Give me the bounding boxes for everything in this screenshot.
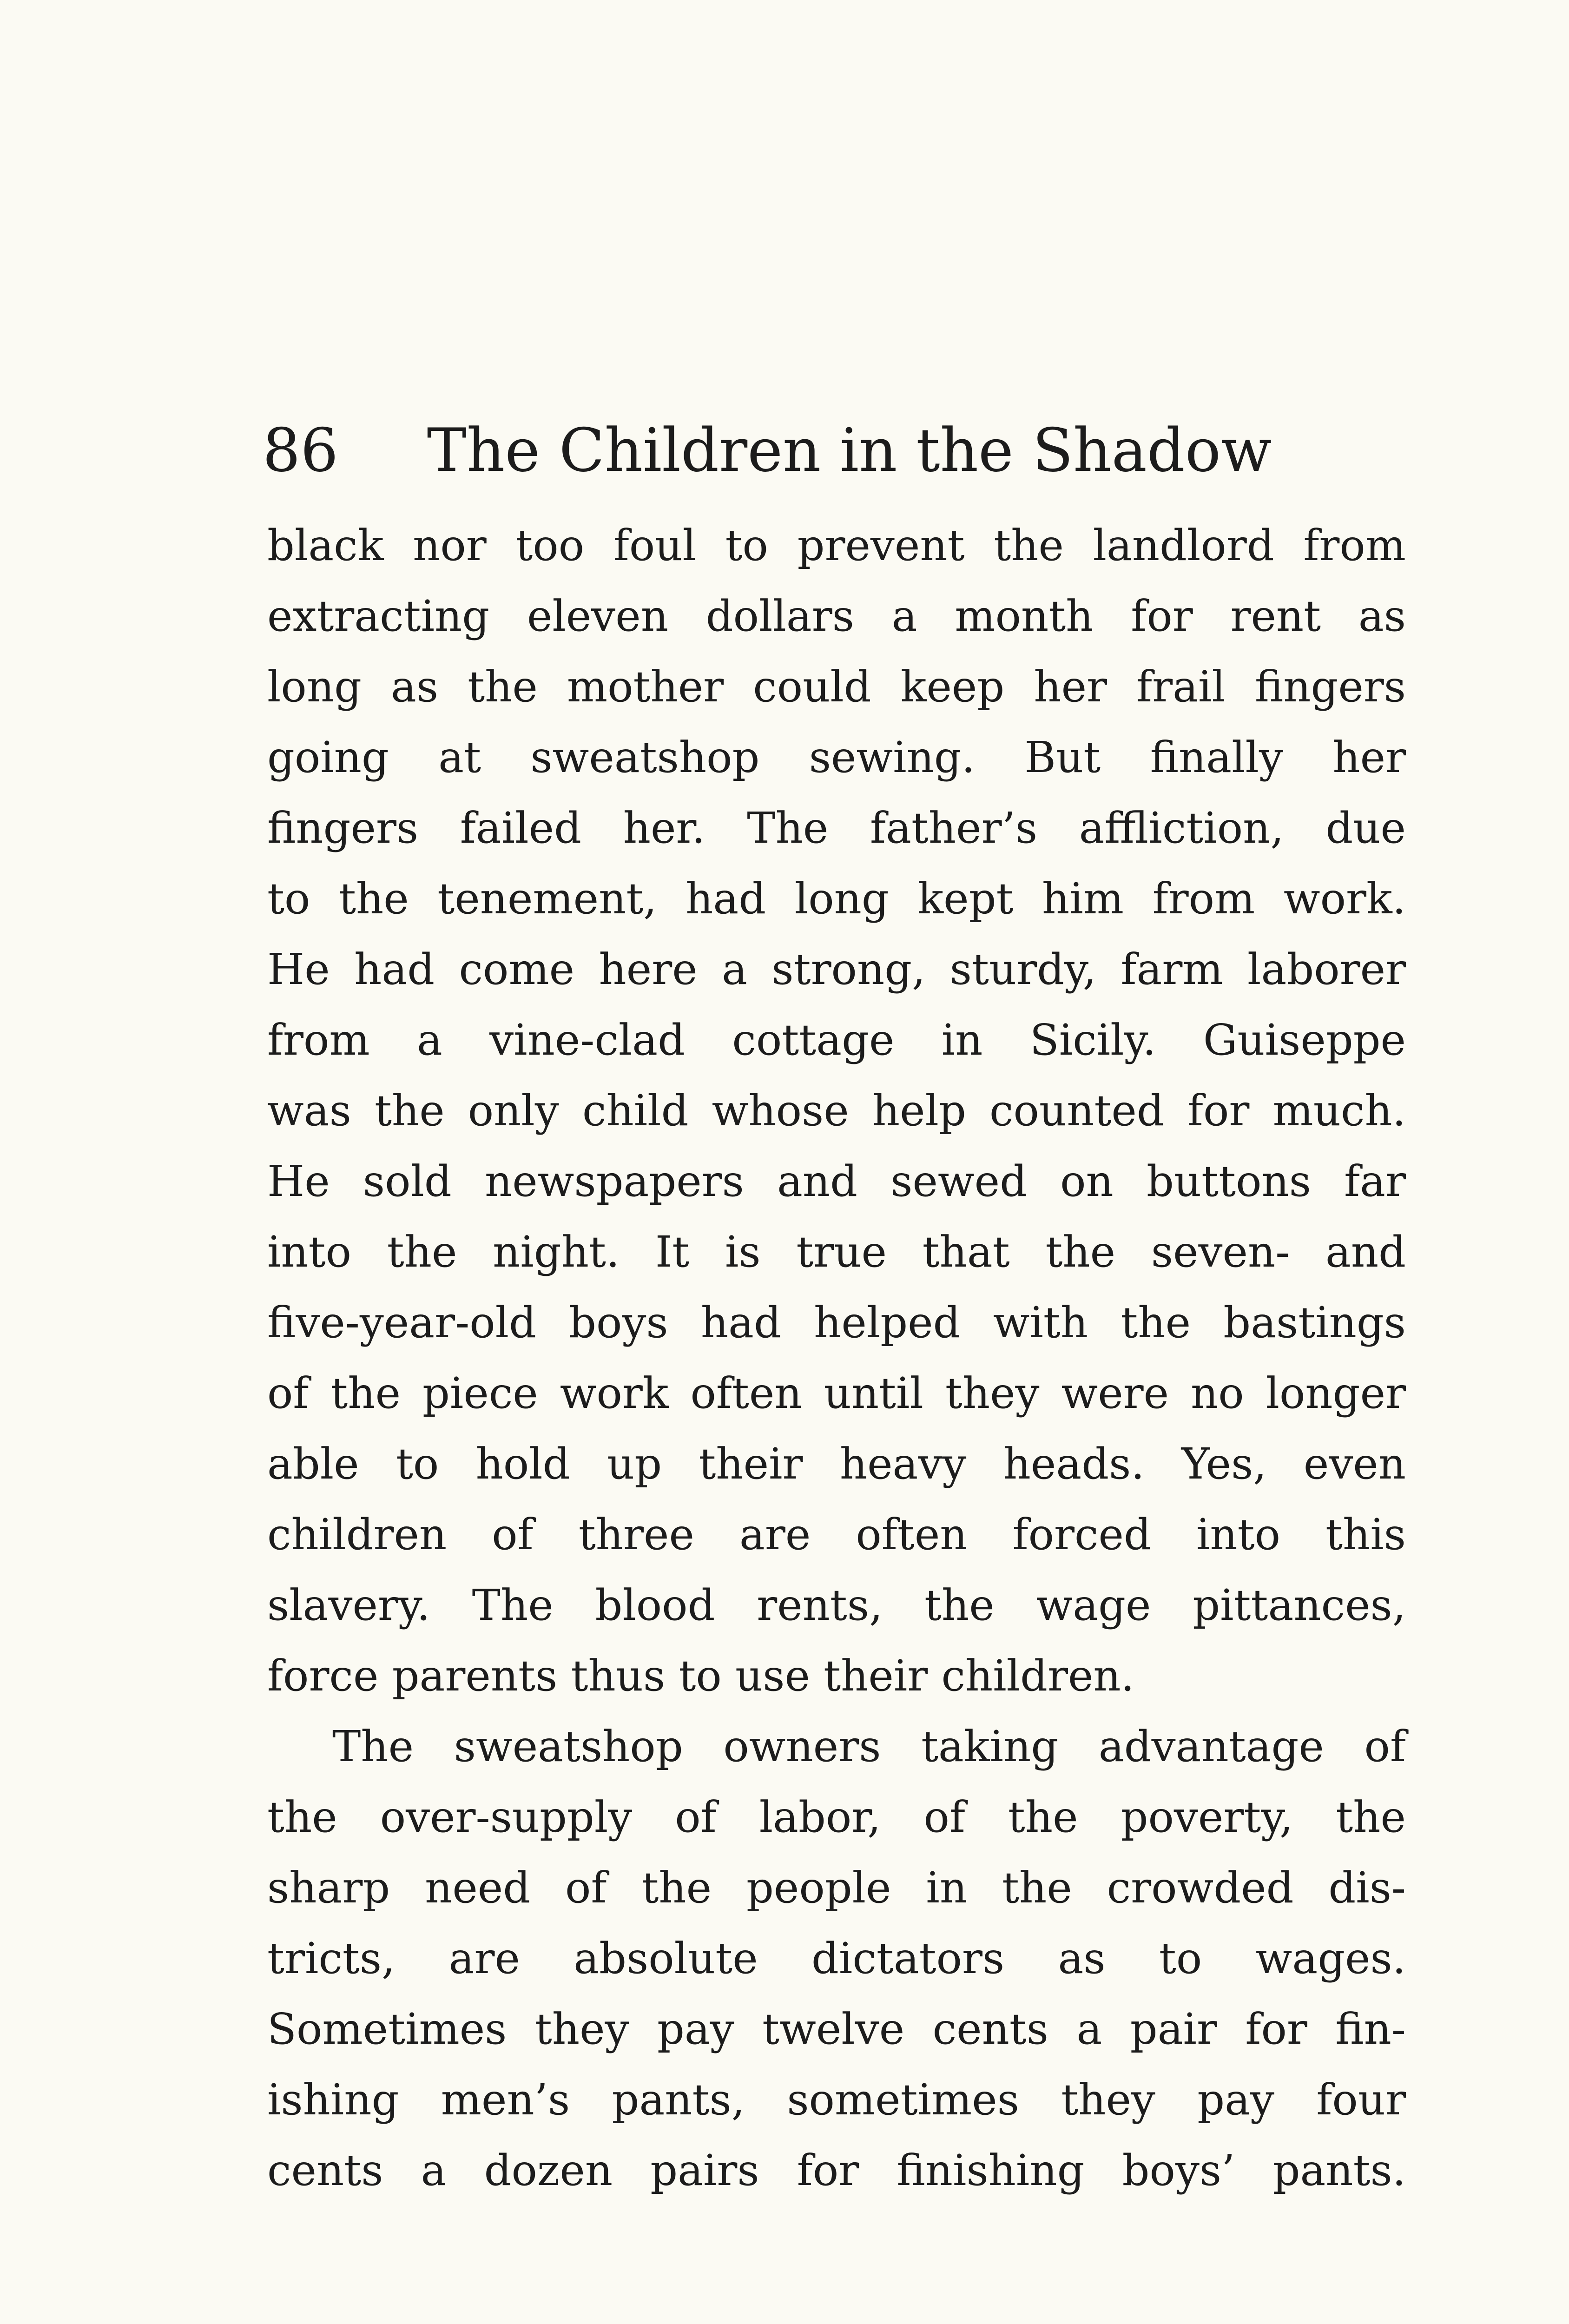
text-line: black nor too foul to prevent the landlord from <box>267 521 1406 570</box>
body-text <box>267 510 1406 2206</box>
text-line: to the tenement, had long kept him from work. <box>267 874 1406 924</box>
text-line: He had come here a strong, sturdy, farm laborer <box>267 944 1406 994</box>
text-line: five-year-old boys had helped with the bastings <box>267 1298 1406 1347</box>
text-line: cents a dozen pairs for finishing boys’ pants. <box>267 2146 1406 2195</box>
text-line: Sometimes they pay twelve cents a pair for fin- <box>267 2004 1406 2054</box>
paragraph-2 <box>267 1711 1406 2206</box>
running-title: The Children in the Shadow <box>427 416 1272 485</box>
text-line: The sweatshop owners taking advantage of <box>332 1722 1406 1771</box>
text-line: from a vine-clad cottage in Sicily. Guiseppe <box>267 1015 1406 1065</box>
running-header <box>263 409 1272 493</box>
text-line: fingers failed her. The father’s affliction, due <box>267 803 1406 853</box>
text-line: of the piece work often until they were no longer <box>267 1368 1406 1418</box>
text-line: into the night. It is true that the seven- and <box>267 1227 1406 1277</box>
text-line: going at sweatshop sewing. But finally her <box>267 733 1406 782</box>
text-line: force parents thus to use their children. <box>267 1651 1134 1701</box>
text-line: sharp need of the people in the crowded dis- <box>267 1863 1406 1913</box>
text-line: the over-supply of labor, of the poverty, the <box>267 1792 1406 1842</box>
text-line: able to hold up their heavy heads. Yes, even <box>267 1439 1406 1489</box>
text-line: slavery. The blood rents, the wage pittances, <box>267 1580 1406 1630</box>
text-line: He sold newspapers and sewed on buttons far <box>267 1156 1406 1206</box>
text-line: was the only child whose help counted for much. <box>267 1086 1406 1136</box>
text-line: long as the mother could keep her frail fingers <box>267 662 1406 712</box>
text-line: extracting eleven dollars a month for rent as <box>267 591 1406 641</box>
text-line: children of three are often forced into this <box>267 1510 1406 1559</box>
paragraph-1 <box>267 510 1406 1711</box>
page-number: 86 <box>263 416 338 485</box>
text-line: tricts, are absolute dictators as to wages. <box>267 1934 1406 1983</box>
text-line: ishing men’s pants, sometimes they pay four <box>267 2075 1406 2125</box>
